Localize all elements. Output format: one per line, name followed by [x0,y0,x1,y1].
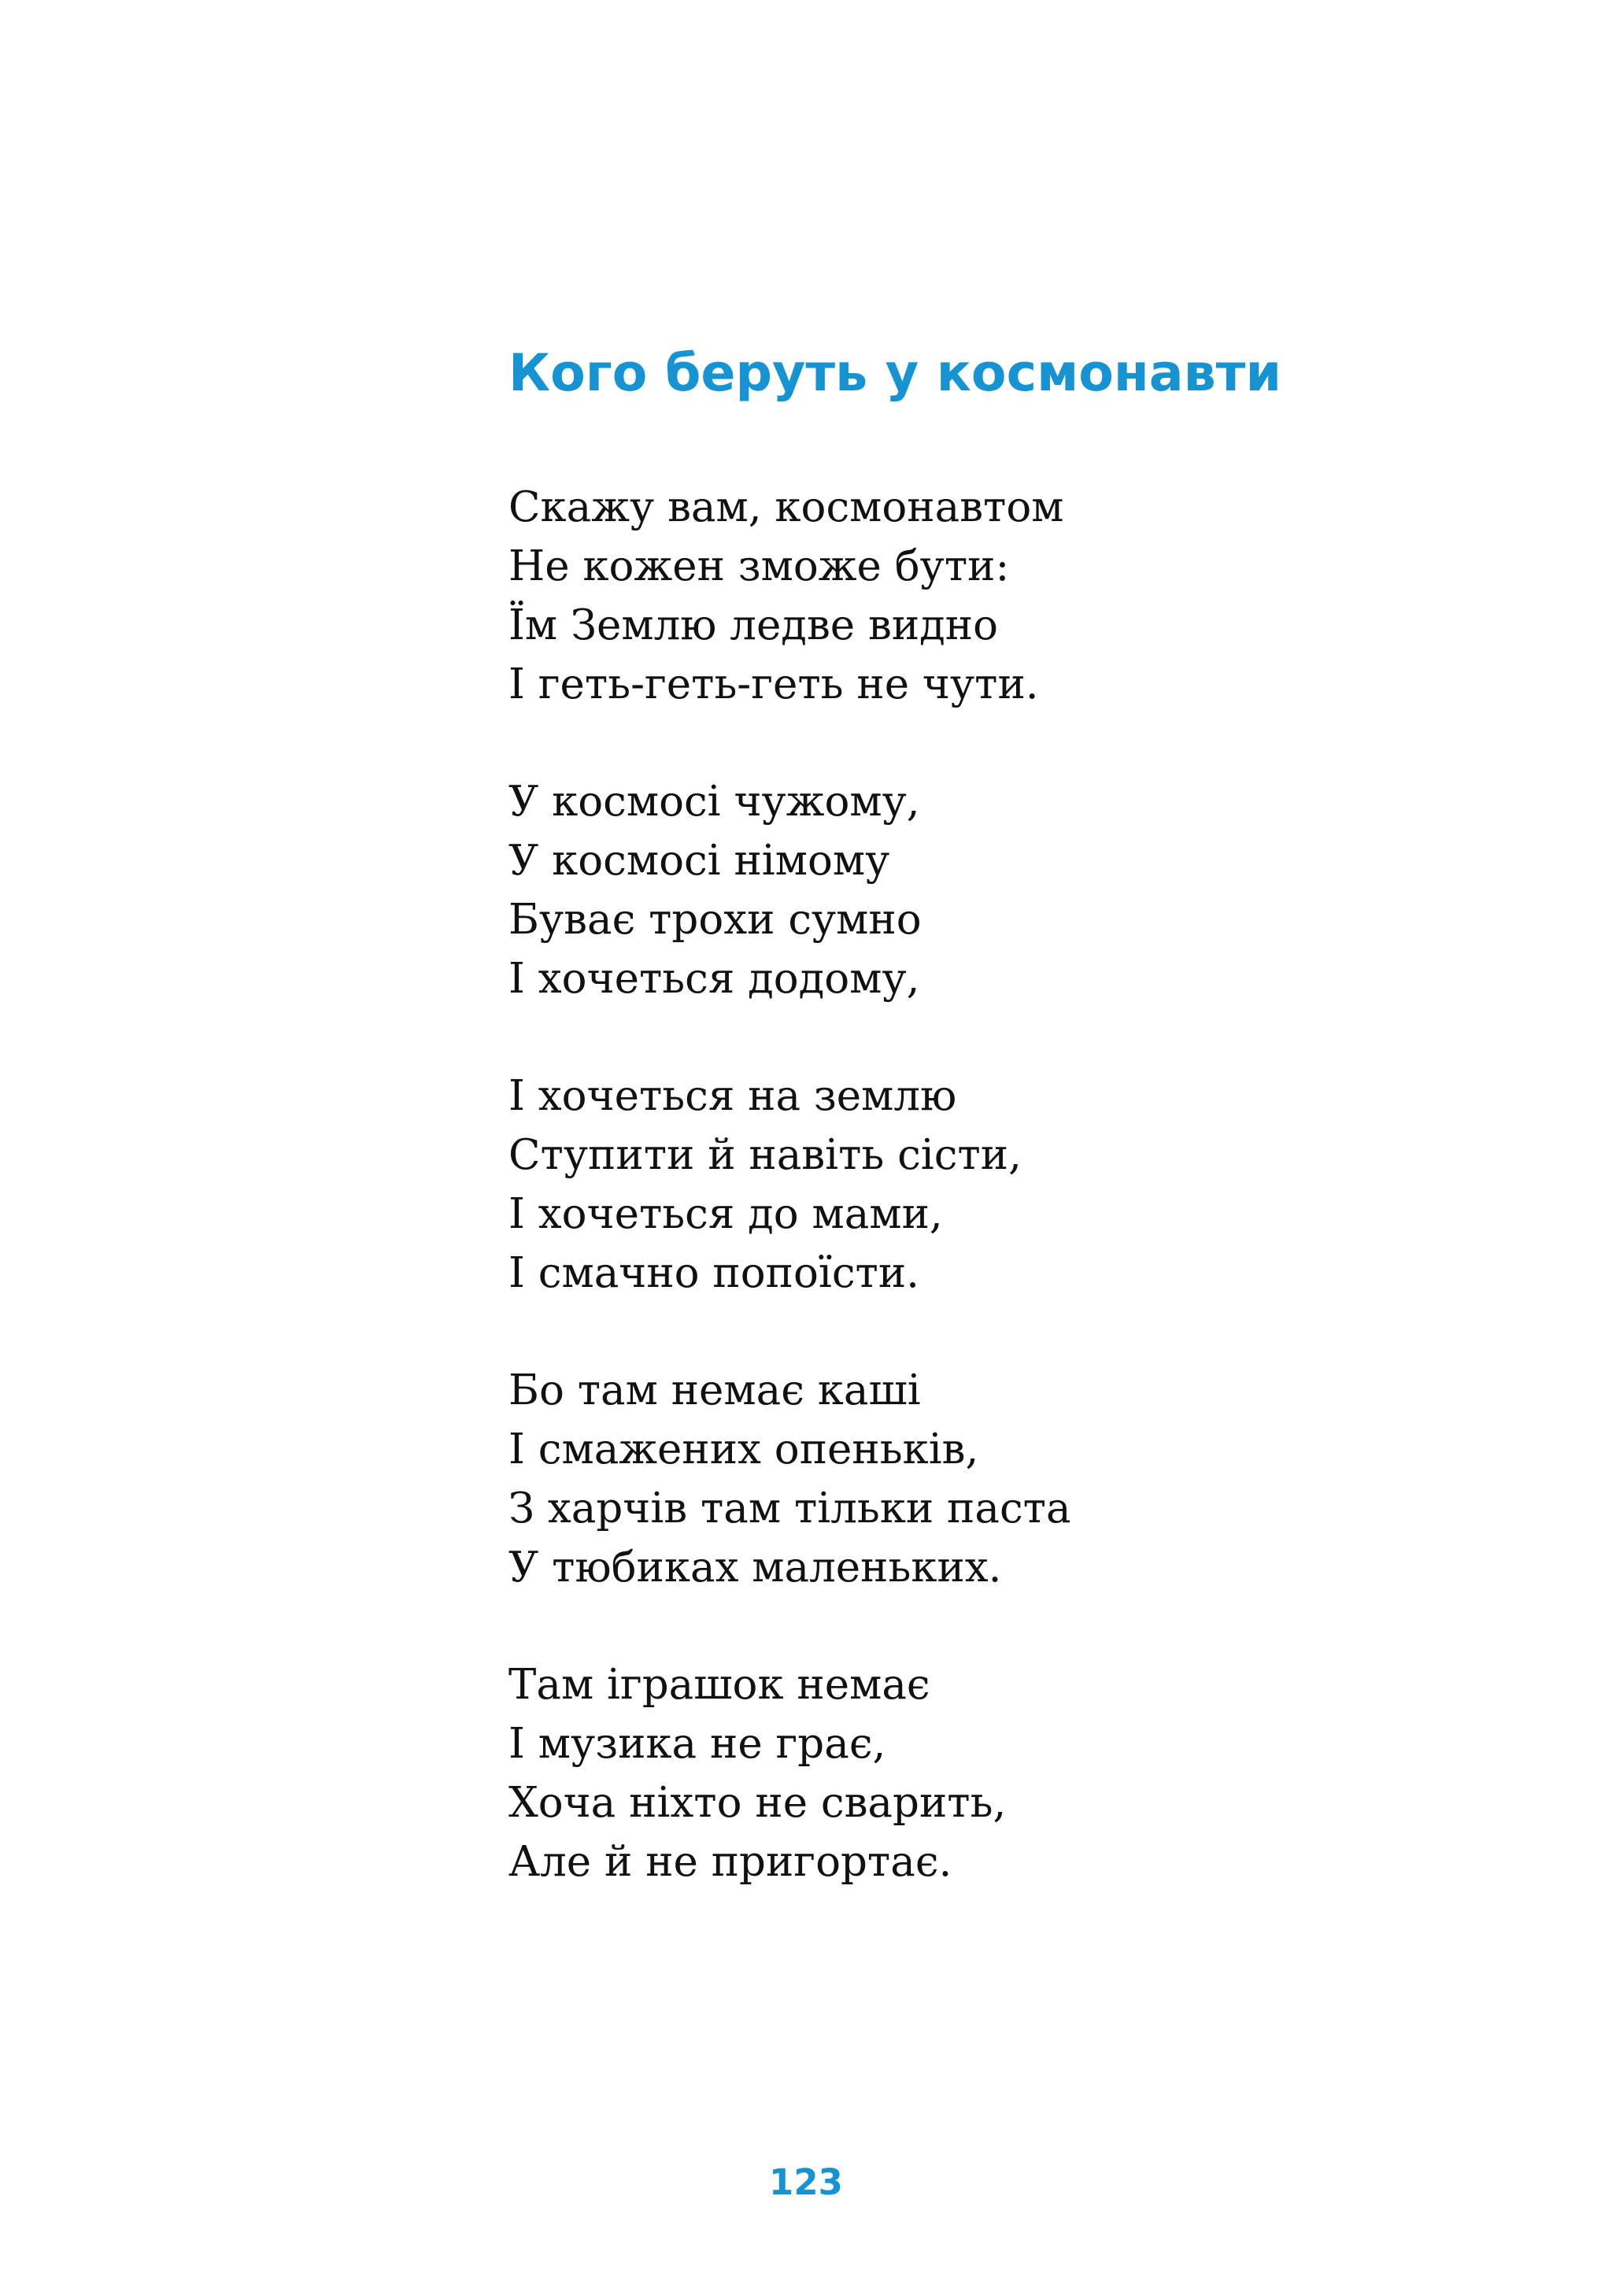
poem-line: У космосі чужому, [508,778,920,826]
poem-line: З харчів там тільки паста [508,1484,1071,1533]
poem-body [508,478,1453,1950]
poem-title: Кого беруть у космонавти [508,344,1282,403]
poem-line: Ступити й навіть сісти, [508,1131,1022,1179]
poem-line: Скажу вам, космонавтом [508,483,1064,531]
poem-line: І смачно попоїсти. [508,1249,920,1297]
poem-line: У космосі німому [508,837,890,885]
poem-line: Але й не пригортає. [508,1838,952,1886]
poem-line: І хочеться додому, [508,955,920,1003]
poem-line: Бо там немає каші [508,1366,921,1414]
poem-line: Буває трохи сумно [508,896,922,944]
poem-line: І смажених опеньків, [508,1425,979,1473]
page-number: 123 [769,2161,843,2203]
poem-line: У тюбиках маленьких. [508,1544,1002,1592]
stanza [508,772,1453,1008]
stanza [508,1067,1453,1303]
poem-line: І хочеться до мами, [508,1190,943,1238]
poem-line: Не кожен зможе бути: [508,542,1010,590]
stanza [508,1655,1453,1891]
stanza [508,478,1453,714]
poem-line: Там іграшок немає [508,1661,930,1709]
poem-line: Їм Землю ледве видно [508,601,999,649]
poem-line: І музика не грає, [508,1720,886,1768]
poem-line: Хоча ніхто не сварить, [508,1779,1007,1827]
poem-line: І геть-геть-геть не чути. [508,660,1039,708]
stanza [508,1361,1453,1597]
poem-line: І хочеться на землю [508,1072,957,1120]
